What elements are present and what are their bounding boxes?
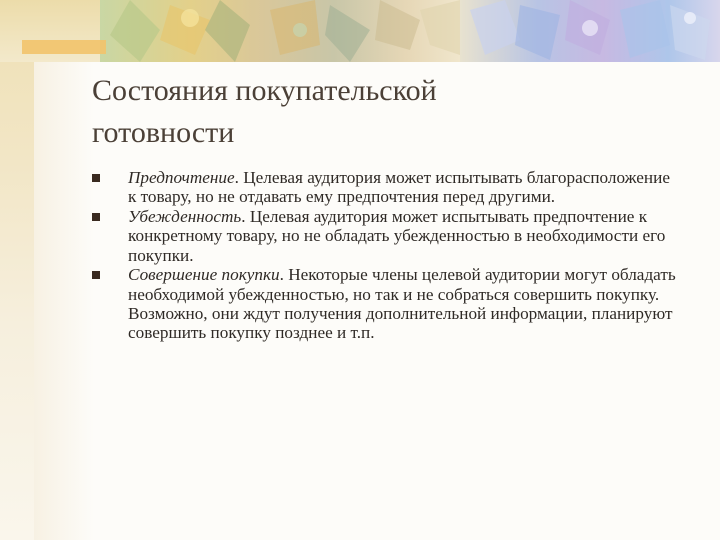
square-bullet-icon [92,213,100,221]
title-line-2: готовности [92,116,235,149]
bullet-term: Убежденность [128,207,242,227]
bullet-item-purchase [92,265,682,342]
blue-floral-image [460,0,720,62]
floral-leaves-image [100,0,460,62]
left-decor-fade [34,60,94,540]
title-line-1: Состояния покупательской [92,74,437,107]
bullet-text: . Некоторые члены целевой аудитории могут обладать необходимой убежденностью, но так и не собраться совершить покупку. Возможно, они ждут получения дополнительной информации, планируют совершить покупку позднее и т.п. [128,265,676,343]
square-bullet-icon [92,174,100,182]
square-bullet-icon [92,271,100,279]
top-decor-floral [100,0,460,62]
top-decor-blue [460,0,720,62]
bullet-list [92,168,682,343]
bullet-text: . Целевая аудитория может испытывать благорасположение к товару, но не отдавать ему предпочтения перед другими. [128,168,670,207]
orange-accent-bar [22,40,106,54]
slide-title [92,70,692,154]
bullet-item-conviction [92,207,682,265]
bullet-item-preference [92,168,682,207]
bullet-term: Предпочтение [128,168,235,187]
left-decor-band [0,0,34,540]
bullet-text: . Целевая аудитория может испытывать предпочтение к конкретному товару, но не обладать убежденностью в необходимости его покупки. [128,207,666,265]
bullet-term: Совершение покупки [128,265,280,285]
